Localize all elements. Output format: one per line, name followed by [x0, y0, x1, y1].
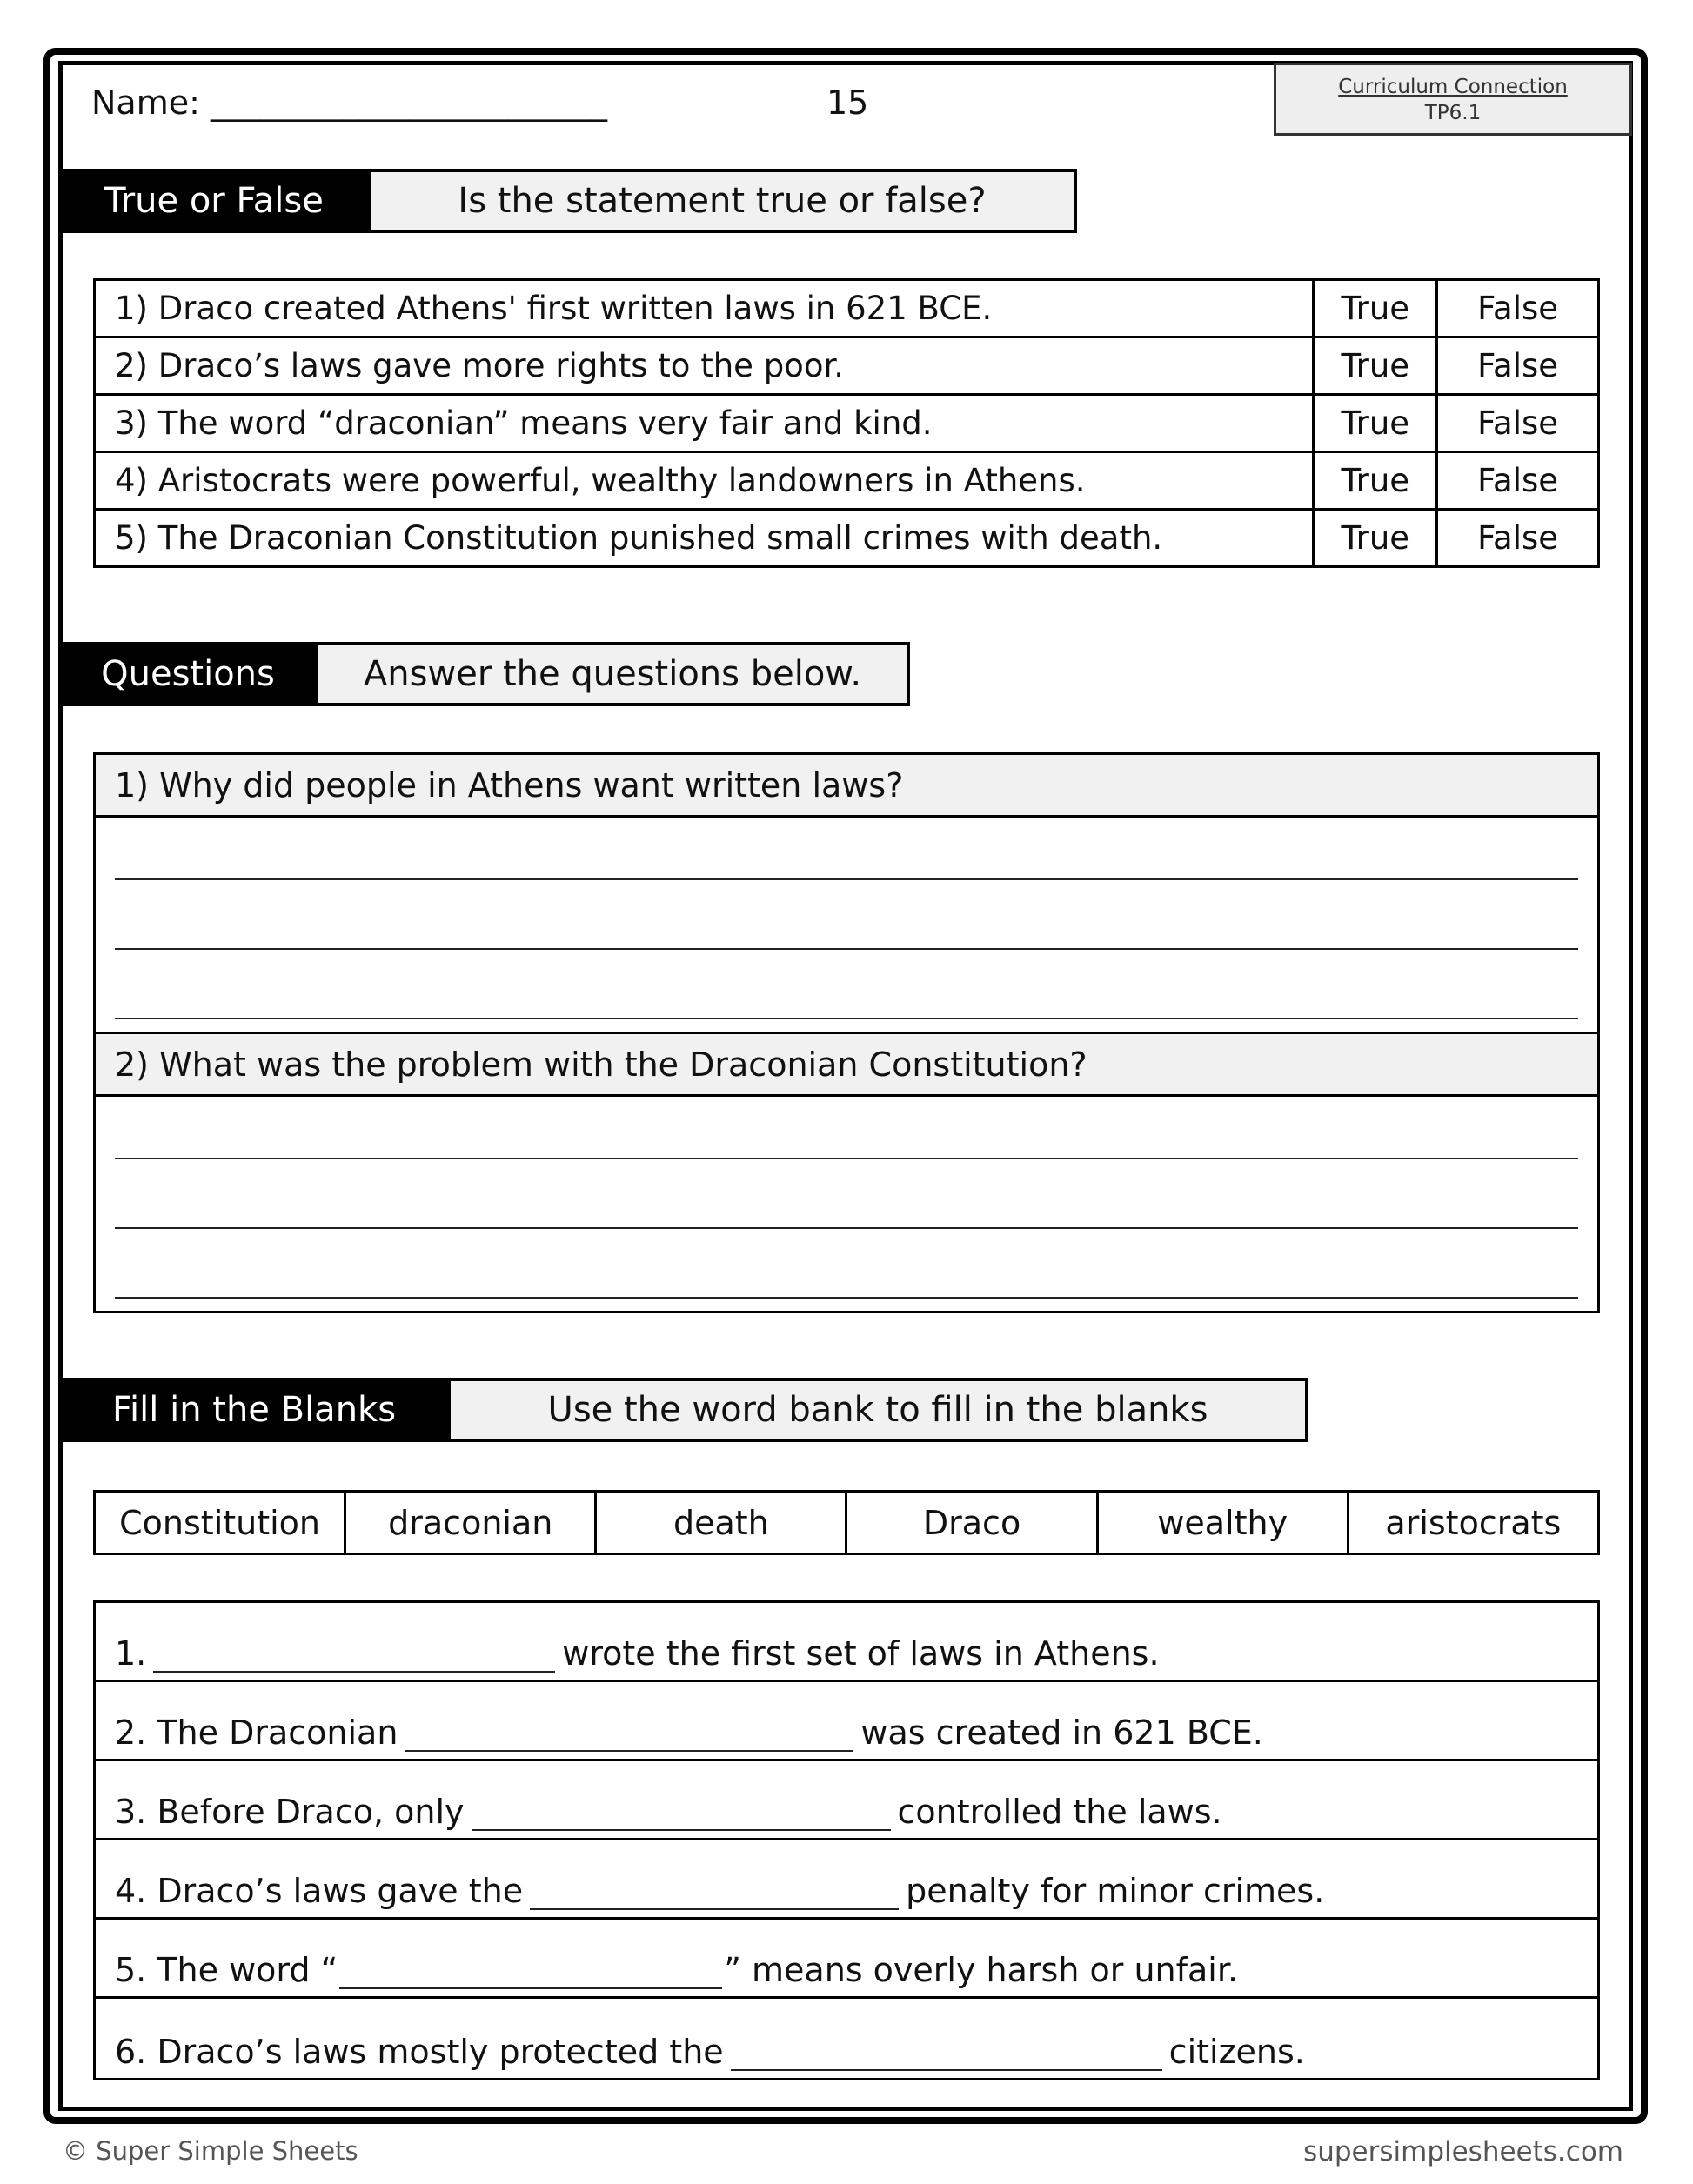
true-false-instruction: Is the statement true or false? — [367, 169, 1077, 233]
word-bank-item: aristocrats — [1348, 1492, 1598, 1554]
fill-blanks-sentences — [93, 1600, 1600, 2080]
website-link[interactable]: supersimplesheets.com — [1303, 2136, 1623, 2167]
question-text: 1) Why did people in Athens want written laws? — [96, 755, 1597, 818]
false-option[interactable]: False — [1437, 337, 1599, 395]
true-option[interactable]: True — [1314, 452, 1437, 510]
list-item — [96, 1999, 1597, 2078]
sentence-end: controlled the laws. — [897, 1793, 1222, 1831]
blank-field[interactable] — [530, 1882, 899, 1910]
blank-field[interactable] — [405, 1724, 853, 1752]
page-number: 15 — [826, 83, 869, 122]
false-option[interactable]: False — [1437, 395, 1599, 452]
list-item — [96, 1603, 1597, 1682]
true-false-table — [93, 278, 1600, 568]
question-block — [96, 1032, 1597, 1311]
sentence-end: was created in 621 BCE. — [860, 1713, 1263, 1752]
fill-blanks-header — [61, 1378, 1308, 1442]
answer-line[interactable] — [115, 948, 1578, 950]
true-option[interactable]: True — [1314, 395, 1437, 452]
table-row — [95, 280, 1599, 337]
curriculum-title: Curriculum Connection — [1338, 76, 1568, 98]
sentence-start: 3. Before Draco, only — [115, 1793, 465, 1831]
fill-blanks-instruction: Use the word bank to fill in the blanks — [447, 1378, 1308, 1442]
list-item — [96, 1761, 1597, 1840]
word-bank-item: Draco — [846, 1492, 1097, 1554]
curriculum-code: TP6.1 — [1424, 102, 1482, 124]
list-item — [96, 1840, 1597, 1920]
table-row — [95, 452, 1599, 510]
false-option[interactable]: False — [1437, 510, 1599, 567]
question-block — [96, 755, 1597, 1032]
statement-text: 3) The word “draconian” means very fair and kind. — [95, 395, 1314, 452]
answer-line[interactable] — [115, 1227, 1578, 1229]
answer-line[interactable] — [115, 1297, 1578, 1299]
sentence-end: wrote the first set of laws in Athens. — [562, 1634, 1160, 1673]
table-row — [95, 395, 1599, 452]
true-option[interactable]: True — [1314, 337, 1437, 395]
list-item — [96, 1920, 1597, 1999]
sentence-start: 1. — [115, 1634, 147, 1673]
sentence-end: citizens. — [1168, 2033, 1305, 2071]
sentence-start: 4. Draco’s laws gave the — [115, 1872, 524, 1910]
table-row — [95, 337, 1599, 395]
true-false-tag: True or False — [61, 169, 367, 233]
word-bank-item: draconian — [345, 1492, 596, 1554]
sentence-start: 6. Draco’s laws mostly protected the — [115, 2033, 724, 2071]
fill-blanks-tag: Fill in the Blanks — [61, 1378, 447, 1442]
answer-area[interactable] — [96, 1097, 1597, 1311]
blank-field[interactable] — [339, 1961, 722, 1989]
name-field: Name: ________________________ — [91, 83, 607, 122]
curriculum-connection-box — [1274, 63, 1632, 136]
sentence-end: ” means overly harsh or unfair. — [724, 1951, 1239, 1989]
questions-header — [61, 642, 910, 706]
question-text: 2) What was the problem with the Draconian Constitution? — [96, 1034, 1597, 1097]
answer-line[interactable] — [115, 1018, 1578, 1019]
blank-field[interactable] — [472, 1803, 891, 1831]
statement-text: 2) Draco’s laws gave more rights to the poor. — [95, 337, 1314, 395]
true-false-header — [61, 169, 1077, 233]
false-option[interactable]: False — [1437, 280, 1599, 337]
word-bank — [93, 1490, 1600, 1555]
questions-instruction: Answer the questions below. — [315, 642, 910, 706]
questions-box — [93, 752, 1600, 1313]
questions-tag: Questions — [61, 642, 315, 706]
sentence-start: 2. The Draconian — [115, 1713, 398, 1752]
word-bank-item: wealthy — [1097, 1492, 1348, 1554]
copyright-text: © Super Simple Sheets — [63, 2136, 358, 2166]
true-option[interactable]: True — [1314, 280, 1437, 337]
true-option[interactable]: True — [1314, 510, 1437, 567]
word-bank-item: Constitution — [95, 1492, 345, 1554]
answer-line[interactable] — [115, 1158, 1578, 1159]
false-option[interactable]: False — [1437, 452, 1599, 510]
sentence-start: 5. The word “ — [115, 1951, 338, 1989]
statement-text: 1) Draco created Athens' first written laws in 621 BCE. — [95, 280, 1314, 337]
answer-area[interactable] — [96, 818, 1597, 1032]
answer-line[interactable] — [115, 878, 1578, 880]
table-row — [95, 510, 1599, 567]
blank-field[interactable] — [731, 2043, 1162, 2071]
statement-text: 4) Aristocrats were powerful, wealthy landowners in Athens. — [95, 452, 1314, 510]
statement-text: 5) The Draconian Constitution punished small crimes with death. — [95, 510, 1314, 567]
list-item — [96, 1682, 1597, 1761]
blank-field[interactable] — [153, 1645, 555, 1673]
word-bank-item: death — [596, 1492, 846, 1554]
sentence-end: penalty for minor crimes. — [906, 1872, 1325, 1910]
